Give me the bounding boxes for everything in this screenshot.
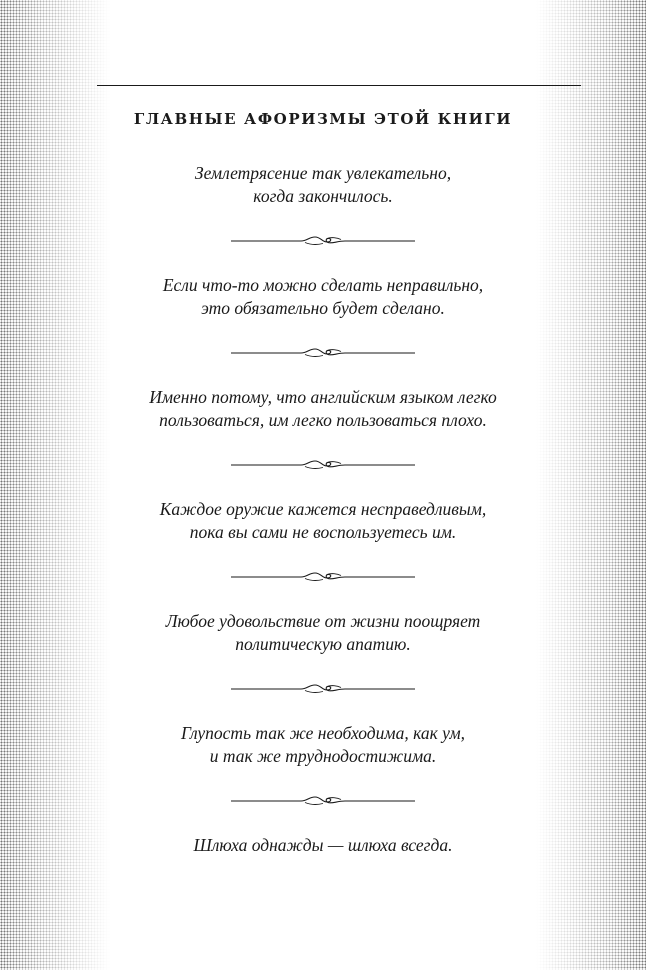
aphorism-list (0, 162, 646, 880)
aphorism-7 (0, 834, 646, 880)
flourish-divider-icon (0, 208, 646, 274)
top-rule (97, 85, 581, 86)
aphorism-line: Каждое оружие кажется несправедливым, (159, 499, 487, 519)
aphorism-4 (0, 498, 646, 544)
page-heading: ГЛАВНЫЕ АФОРИЗМЫ ЭТОЙ КНИГИ (133, 110, 513, 128)
flourish-divider-icon (0, 656, 646, 722)
aphorism-line: и так же труднодостижима. (209, 746, 437, 766)
aphorism-line: Именно потому, что английским языком легко (149, 387, 497, 407)
aphorism-line: Землетрясение так увлекательно, (194, 163, 452, 183)
aphorism-2 (0, 274, 646, 320)
aphorism-line: когда закончилось. (253, 186, 393, 206)
flourish-divider-icon (0, 432, 646, 498)
aphorism-line: Глупость так же необходима, как ум, (180, 723, 466, 743)
aphorism-5 (0, 610, 646, 656)
aphorism-1 (0, 162, 646, 208)
aphorism-line: политическую апатию. (235, 634, 411, 654)
aphorism-line: Любое удовольствие от жизни поощряет (165, 611, 481, 631)
aphorism-line: Если что-то можно сделать неправильно, (162, 275, 484, 295)
aphorism-6 (0, 722, 646, 768)
aphorism-3 (0, 386, 646, 432)
aphorism-line: пока вы сами не воспользуетесь им. (189, 522, 457, 542)
flourish-divider-icon (0, 320, 646, 386)
flourish-divider-icon (0, 544, 646, 610)
aphorism-line: Шлюха однажды — шлюха всегда. (193, 835, 453, 855)
aphorism-line: это обязательно будет сделано. (201, 298, 445, 318)
flourish-divider-icon (0, 768, 646, 834)
aphorism-line: пользоваться, им легко пользоваться плохо. (159, 410, 487, 430)
